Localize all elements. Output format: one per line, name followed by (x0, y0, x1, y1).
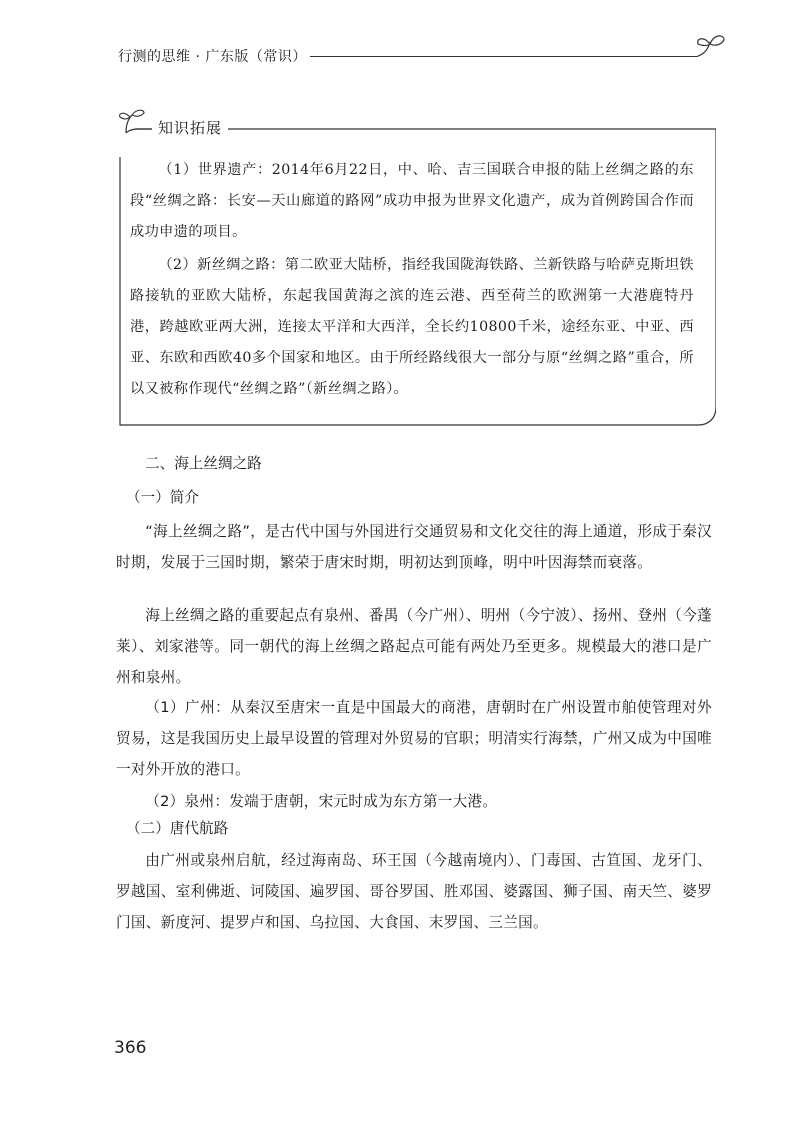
page-number: 366 (114, 1038, 147, 1058)
running-header (118, 38, 718, 68)
body-paragraph: 海上丝绸之路的重要起点有泉州、番禺（今广州）、明州（今宁波）、扬州、登州（今蓬莱）、刘家港等。同一朝代的海上丝绸之路起点可能有两处乃至更多。规模最大的港口是广州和泉州。 (116, 607, 712, 686)
body-paragraph: （2）泉州：发端于唐朝，宋元时成为东方第一大港。 (145, 793, 498, 810)
knowledge-paragraph: （1）世界遗产：2014年6月22日，中、哈、吉三国联合申报的陆上丝绸之路的东段“丝绸之路：长安—天山廊道的路网”成功申报为世界文化遗产，成为首例跨国合作而成功申遗的项目。 (130, 162, 694, 240)
section-heading: 二、海上丝绸之路 (145, 455, 262, 472)
sub-heading-tang-route: （二）唐代航路 (126, 820, 229, 837)
running-title: 行测的思维 · 广东版（常识） (118, 49, 307, 65)
body-paragraph: “海上丝绸之路”，是古代中国与外国进行交通贸易和文化交往的海上通道，形成于秦汉时期，发展于三国时期，繁荣于唐宋时期，明初达到顶峰，明中叶因海禁而衰落。 (116, 523, 712, 571)
sub-heading-intro: （一）简介 (126, 489, 199, 506)
knowledge-box (116, 107, 716, 427)
header-rule (310, 56, 698, 57)
knowledge-box-heading: 知识拓展 (152, 117, 228, 138)
knowledge-paragraph: （2）新丝绸之路：第二欧亚大陆桥，指经我国陇海铁路、兰新铁路与哈萨克斯坦铁路接轨的亚欧大陆桥，东起我国黄海之滨的连云港、西至荷兰的欧洲第一大港鹿特丹港，跨越欧亚两大洲，连接太平洋和大西洋，全长约10800千米，途经东亚、中亚、西亚、东欧和西欧40多个国家和地区。由于所经路线很大一部分与原“丝绸之路”重合，所以又被称作现代“丝绸之路”（新丝绸之路）。 (130, 257, 694, 397)
body-paragraph: （1）广州：从秦汉至唐宋一直是中国最大的商港，唐朝时在广州设置市舶使管理对外贸易，这是我国历史上最早设置的管理对外贸易的官职；明清实行海禁，广州又成为中国唯一对外开放的港口。 (116, 699, 712, 778)
leaf-icon (116, 107, 156, 137)
sprout-icon (690, 32, 730, 62)
body-paragraph: 由广州或泉州启航，经过海南岛、环王国（今越南境内）、门毒国、古笪国、龙牙门、罗越国、室利佛逝、诃陵国、遍罗国、哥谷罗国、胜邓国、婆露国、狮子国、南天竺、婆罗门国、新度河、提罗卢和国、乌拉国、大食国、末罗国、三兰国。 (116, 852, 712, 931)
